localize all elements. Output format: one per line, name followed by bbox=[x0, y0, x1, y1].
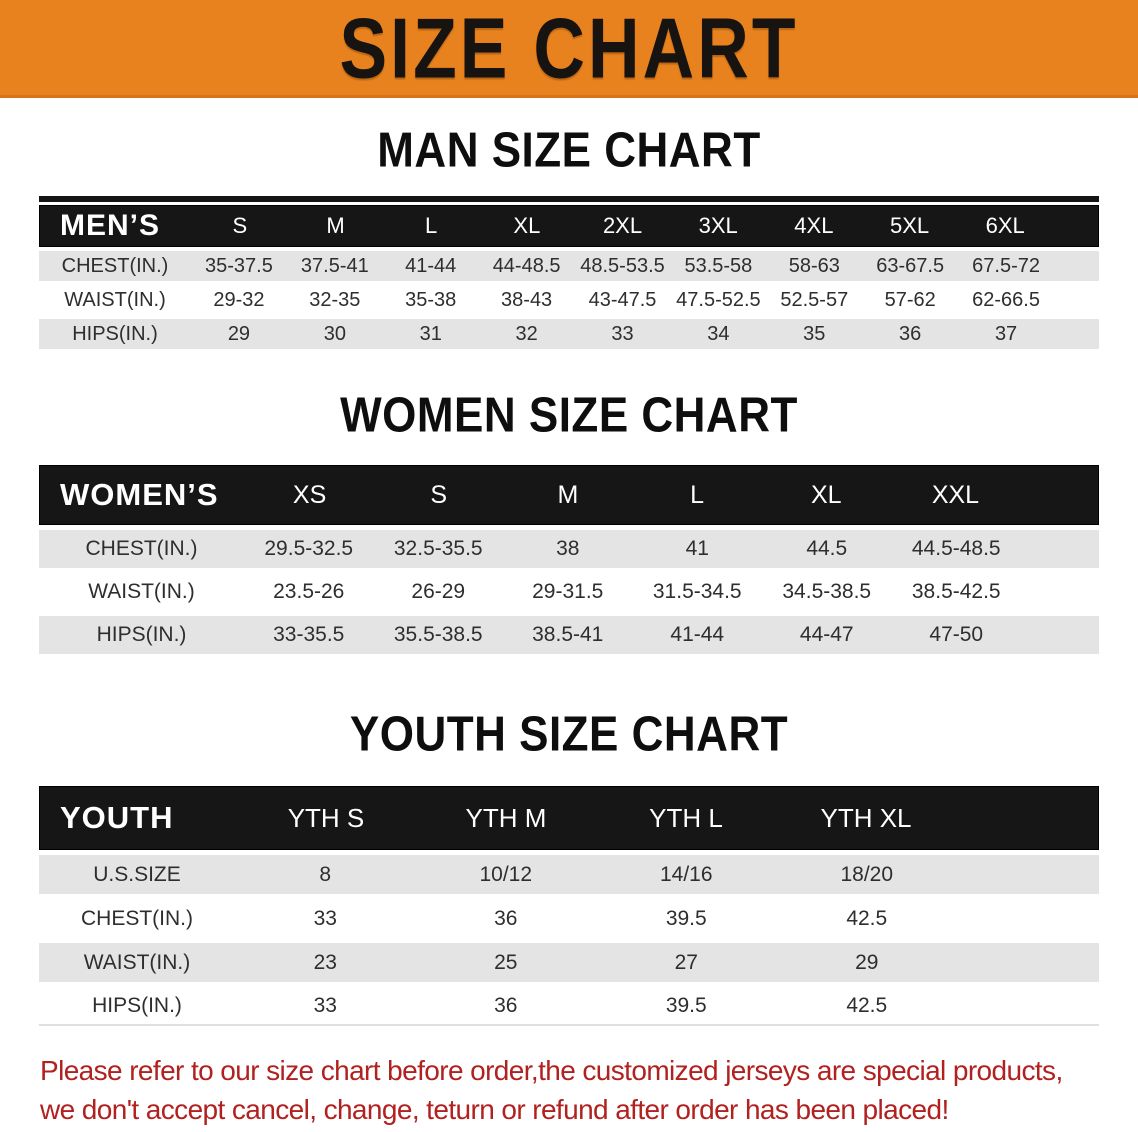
size-value-cell: 10/12 bbox=[479, 862, 533, 886]
size-column-header: YTH XL bbox=[820, 802, 912, 833]
size-value-cell: 33 bbox=[611, 322, 634, 345]
row-label: HIPS(IN.) bbox=[72, 322, 158, 345]
size-value-cell: 57-62 bbox=[884, 288, 936, 311]
size-value-cell: 18/20 bbox=[840, 862, 894, 886]
size-column-header: M bbox=[326, 213, 345, 238]
size-value-cell: 33 bbox=[313, 993, 337, 1017]
women-size-chart-section bbox=[0, 388, 1138, 654]
size-column-header: 3XL bbox=[698, 213, 738, 238]
size-value-cell: 41-44 bbox=[405, 254, 457, 277]
size-column-header: M bbox=[557, 480, 579, 509]
youth-table-title: YOUTH bbox=[60, 800, 174, 835]
size-value-cell: 52.5-57 bbox=[780, 288, 849, 311]
row-label: CHEST(IN.) bbox=[61, 254, 169, 277]
table-row bbox=[39, 987, 1099, 1026]
youth-size-chart-heading: YOUTH SIZE CHART bbox=[349, 707, 789, 762]
size-value-cell: 35 bbox=[803, 322, 826, 345]
disclaimer-line-2: we don't accept cancel, change, teturn or refund after order has been placed! bbox=[40, 1093, 949, 1125]
size-value-cell: 44.5-48.5 bbox=[911, 537, 1001, 560]
size-column-header: YTH M bbox=[465, 802, 547, 833]
size-value-cell: 35-38 bbox=[405, 288, 457, 311]
size-value-cell: 38 bbox=[556, 537, 580, 560]
row-label: CHEST(IN.) bbox=[81, 906, 193, 930]
size-column-header: XL bbox=[513, 213, 541, 238]
size-column-header: S bbox=[430, 480, 448, 509]
size-value-cell: 42.5 bbox=[846, 993, 888, 1017]
size-value-cell: 36 bbox=[899, 322, 922, 345]
row-label: HIPS(IN.) bbox=[92, 993, 182, 1017]
size-value-cell: 39.5 bbox=[665, 993, 707, 1017]
table-row bbox=[39, 319, 1099, 349]
size-value-cell: 53.5-58 bbox=[684, 254, 753, 277]
youth-table-header-row bbox=[39, 786, 1099, 850]
size-column-header: XL bbox=[810, 480, 842, 509]
size-value-cell: 23 bbox=[313, 950, 337, 974]
size-value-cell: 44.5 bbox=[806, 537, 848, 560]
women-table-header-row bbox=[39, 465, 1099, 525]
women-size-columns bbox=[245, 481, 1020, 510]
size-value-cell: 31.5-34.5 bbox=[652, 580, 742, 603]
size-value-cell: 47-50 bbox=[929, 623, 984, 646]
size-value-cell: 29.5-32.5 bbox=[264, 537, 354, 560]
size-value-cell: 29-32 bbox=[213, 288, 265, 311]
size-value-cell: 42.5 bbox=[846, 906, 888, 930]
size-column-header: S bbox=[232, 213, 248, 238]
size-value-cell: 37.5-41 bbox=[300, 254, 369, 277]
size-value-cell: 41 bbox=[685, 537, 709, 560]
size-column-header: L bbox=[425, 213, 438, 238]
size-column-header: L bbox=[690, 480, 705, 509]
size-value-cell: 32-35 bbox=[309, 288, 361, 311]
row-label: WAIST(IN.) bbox=[88, 580, 195, 603]
men-table-header-row bbox=[39, 205, 1099, 247]
size-value-cell: 39.5 bbox=[665, 906, 707, 930]
size-value-cell: 63-67.5 bbox=[876, 254, 945, 277]
men-table-rows bbox=[39, 251, 1099, 349]
size-value-cell: 35.5-38.5 bbox=[393, 623, 483, 646]
table-row bbox=[39, 530, 1099, 568]
size-value-cell: 36 bbox=[494, 993, 518, 1017]
size-value-cell: 34 bbox=[707, 322, 730, 345]
man-size-chart-heading: MAN SIZE CHART bbox=[377, 123, 761, 178]
page-title: SIZE CHART bbox=[339, 0, 799, 96]
table-row bbox=[39, 616, 1099, 654]
youth-table-rows bbox=[39, 855, 1099, 1026]
men-table-title: MEN’S bbox=[60, 209, 161, 242]
size-value-cell: 14/16 bbox=[659, 862, 713, 886]
size-value-cell: 27 bbox=[674, 950, 698, 974]
size-column-header: XXL bbox=[931, 480, 980, 509]
size-value-cell: 32 bbox=[515, 322, 538, 345]
women-size-table bbox=[39, 465, 1099, 654]
size-value-cell: 38-43 bbox=[501, 288, 553, 311]
table-row bbox=[39, 285, 1099, 315]
row-label: HIPS(IN.) bbox=[96, 623, 187, 646]
size-value-cell: 29 bbox=[227, 322, 251, 345]
size-value-cell: 31 bbox=[419, 322, 442, 345]
size-value-cell: 37 bbox=[994, 322, 1018, 345]
size-value-cell: 25 bbox=[494, 950, 518, 974]
size-value-cell: 33-35.5 bbox=[273, 623, 345, 646]
size-value-cell: 32.5-35.5 bbox=[393, 537, 483, 560]
size-value-cell: 34.5-38.5 bbox=[782, 580, 872, 603]
size-column-header: 2XL bbox=[602, 213, 643, 238]
size-column-header: 5XL bbox=[889, 213, 930, 238]
size-value-cell: 44-48.5 bbox=[492, 254, 561, 277]
disclaimer-line-1: Please refer to our size chart before order,the customized jerseys are special products, bbox=[40, 1055, 1063, 1086]
women-size-chart-heading: WOMEN SIZE CHART bbox=[340, 388, 798, 443]
size-value-cell: 36 bbox=[494, 906, 518, 930]
table-top-rule bbox=[39, 196, 1099, 202]
size-column-header: 6XL bbox=[985, 213, 1025, 238]
size-value-cell: 38.5-42.5 bbox=[911, 580, 1001, 603]
row-label: U.S.SIZE bbox=[93, 862, 181, 886]
size-value-cell: 44-47 bbox=[799, 623, 854, 646]
men-size-table bbox=[39, 196, 1099, 349]
women-table-rows bbox=[39, 530, 1099, 654]
size-value-cell: 47.5-52.5 bbox=[676, 288, 761, 311]
size-value-cell: 30 bbox=[323, 322, 346, 345]
size-value-cell: 43-47.5 bbox=[588, 288, 657, 311]
table-row bbox=[39, 251, 1099, 281]
table-row bbox=[39, 899, 1099, 938]
row-label: WAIST(IN.) bbox=[83, 950, 191, 974]
size-value-cell: 33 bbox=[313, 906, 337, 930]
table-row bbox=[39, 573, 1099, 611]
man-size-chart-section bbox=[0, 123, 1138, 349]
size-value-cell: 67.5-72 bbox=[972, 254, 1040, 277]
size-value-cell: 58-63 bbox=[788, 254, 840, 277]
table-row bbox=[39, 855, 1099, 894]
youth-size-chart-section bbox=[0, 707, 1138, 1026]
size-column-header: YTH L bbox=[649, 802, 723, 833]
size-value-cell: 38.5-41 bbox=[532, 623, 604, 646]
size-value-cell: 41-44 bbox=[670, 623, 725, 646]
size-value-cell: 48.5-53.5 bbox=[580, 254, 665, 277]
women-table-title: WOMEN’S bbox=[60, 477, 219, 512]
size-column-header: YTH S bbox=[287, 802, 365, 833]
men-size-columns bbox=[192, 213, 1053, 239]
size-value-cell: 23.5-26 bbox=[273, 580, 345, 603]
size-value-cell: 29 bbox=[855, 950, 879, 974]
size-value-cell: 62-66.5 bbox=[972, 288, 1040, 311]
size-value-cell: 26-29 bbox=[411, 580, 466, 603]
disclaimer-note bbox=[40, 1052, 1098, 1129]
size-column-header: XS bbox=[292, 480, 327, 509]
size-value-cell: 35-37.5 bbox=[205, 254, 273, 277]
size-value-cell: 29-31.5 bbox=[532, 580, 604, 603]
youth-size-table bbox=[39, 786, 1099, 1026]
banner bbox=[0, 0, 1138, 98]
row-label: CHEST(IN.) bbox=[85, 537, 198, 560]
size-column-header: 4XL bbox=[794, 213, 834, 238]
table-row bbox=[39, 943, 1099, 982]
row-label: WAIST(IN.) bbox=[64, 288, 166, 311]
size-value-cell: 8 bbox=[319, 862, 332, 886]
youth-size-columns bbox=[236, 803, 956, 834]
